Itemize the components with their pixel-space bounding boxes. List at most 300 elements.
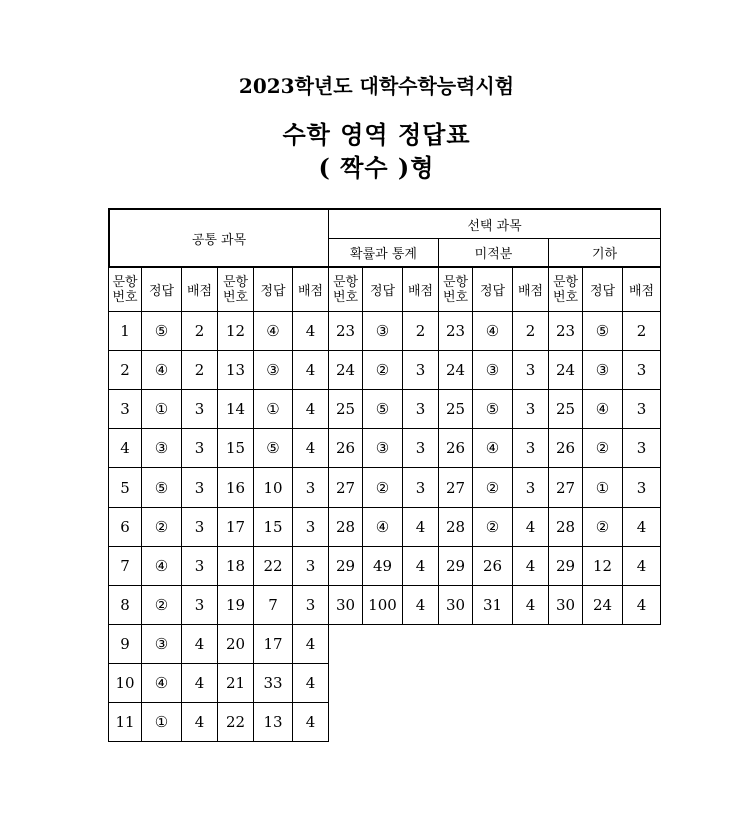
elective-row-5-col-4-text: 27 — [445, 478, 466, 497]
common-row-2-col-5-text: ③ — [266, 361, 280, 379]
elective-row-8-col-1 — [328, 585, 363, 625]
common-row-6-col-4-text: 17 — [225, 518, 246, 536]
common-row-4-col-3 — [181, 428, 218, 468]
common-row-9-col-2 — [141, 624, 182, 664]
col-answer-header-2-text: 정답 — [260, 284, 286, 299]
common-row-5-col-5 — [253, 467, 293, 508]
elective-row-8-col-2-text: 100 — [368, 596, 397, 614]
common-row-6-col-2-text: ② — [154, 518, 169, 536]
common-row-4-col-3-text: 3 — [194, 439, 205, 457]
subject-title: 수학 영역 정답표 — [282, 120, 471, 149]
common-row-5-col-3-text: 3 — [194, 478, 205, 497]
common-row-6-col-1 — [108, 507, 142, 547]
common-row-2-col-6 — [292, 350, 329, 390]
col-points-header-3 — [402, 267, 439, 312]
common-row-10-col-5 — [253, 663, 293, 703]
common-row-11-col-2 — [141, 702, 182, 742]
elective-row-3-col-8-text: ④ — [595, 400, 610, 418]
elective-row-8-col-4 — [438, 585, 473, 625]
col-number-header-1-line-2: 번호 — [112, 289, 138, 305]
col-number-header-4 — [438, 267, 473, 312]
col-number-header-2-line-1: 문항 — [222, 274, 249, 290]
elective-row-6-col-7-text: 28 — [555, 518, 576, 536]
col-number-header-5-line-1: 문항 — [552, 274, 579, 290]
col-answer-header-3 — [362, 267, 403, 312]
common-row-10-col-3-text: 4 — [194, 674, 205, 692]
common-row-11-col-1 — [108, 702, 142, 742]
common-row-10-col-3 — [181, 663, 218, 703]
common-row-6-col-5 — [253, 507, 293, 547]
col-points-header-5 — [622, 267, 661, 312]
elective-row-1-col-2 — [362, 311, 403, 351]
elective-row-4-col-8 — [582, 428, 623, 468]
col-number-header-2-line-2: 번호 — [222, 289, 249, 305]
elective-row-6-col-2-text: ④ — [375, 518, 390, 536]
elective-row-4-col-5 — [472, 428, 513, 468]
common-row-9-col-1-text: 9 — [120, 635, 130, 653]
common-row-5-col-6 — [292, 467, 329, 508]
common-row-8-col-3 — [181, 585, 218, 625]
common-row-3-col-5 — [253, 389, 293, 429]
elective-row-4-col-7 — [548, 428, 583, 468]
elective-row-3-col-4 — [438, 389, 473, 429]
common-row-4-col-2-text: ③ — [154, 439, 169, 457]
common-row-2-col-1 — [108, 350, 142, 390]
common-subject-header-text: 공통 과목 — [191, 232, 247, 248]
elective-row-6-col-1-text: 28 — [335, 518, 356, 536]
common-row-5-col-3 — [181, 467, 218, 508]
col-answer-header-4 — [472, 267, 513, 312]
common-row-9-col-5-text: 17 — [263, 635, 283, 653]
elective-subject-2-text: 미적분 — [474, 247, 513, 262]
elective-subject-3 — [548, 238, 661, 268]
common-row-4-col-2 — [141, 428, 182, 468]
elective-row-8-col-8 — [582, 585, 623, 625]
elective-row-8-col-6 — [512, 585, 549, 625]
common-row-4-col-1-text: 4 — [120, 439, 130, 457]
col-number-header-4-line-1: 문항 — [442, 274, 469, 290]
common-row-2-col-3-text: 2 — [194, 361, 205, 379]
elective-row-1-col-2-text: ③ — [375, 322, 390, 340]
elective-row-6-col-6-text: 4 — [525, 518, 536, 536]
elective-row-3-col-1 — [328, 389, 363, 429]
common-row-10-col-4 — [217, 663, 254, 703]
elective-row-8-col-5-text: 31 — [482, 596, 503, 614]
elective-row-5-col-2 — [362, 467, 403, 508]
common-row-5-col-4-text: 16 — [225, 478, 246, 497]
elective-row-2-col-6 — [512, 350, 549, 390]
elective-row-2-col-2-text: ② — [375, 361, 390, 379]
elective-row-5-col-2-text: ② — [375, 478, 390, 497]
common-row-3-col-6 — [292, 389, 329, 429]
elective-row-3-col-2-text: ⑤ — [375, 400, 390, 418]
common-row-9-col-5 — [253, 624, 293, 664]
elective-row-5-col-6 — [512, 467, 549, 508]
common-row-8-col-6 — [292, 585, 329, 625]
elective-row-4-col-4 — [438, 428, 473, 468]
common-row-9-col-3-text: 4 — [194, 635, 205, 653]
exam-title: 2023학년도 대학수학능력시험 — [238, 74, 515, 98]
common-row-5-col-6-text: 3 — [305, 478, 316, 497]
common-row-1-col-3-text: 2 — [194, 322, 205, 340]
common-row-8-col-4 — [217, 585, 254, 625]
common-row-1-col-4-text: 12 — [225, 322, 246, 340]
elective-row-6-col-2 — [362, 507, 403, 547]
common-row-11-col-6-text: 4 — [305, 713, 316, 731]
elective-row-8-col-3 — [402, 585, 439, 625]
common-row-10-col-1-text: 10 — [115, 674, 135, 692]
common-row-6-col-5-text: 15 — [263, 518, 283, 536]
common-row-1-col-3 — [181, 311, 218, 351]
common-row-10-col-6-text: 4 — [305, 674, 316, 692]
elective-row-2-col-7 — [548, 350, 583, 390]
elective-row-2-col-5-text: ③ — [485, 361, 500, 379]
elective-subject-2 — [438, 238, 549, 268]
common-row-10-col-5-text: 33 — [263, 674, 283, 692]
elective-row-3-col-5 — [472, 389, 513, 429]
common-row-2-col-4-text: 13 — [225, 361, 246, 379]
col-points-header-4-text: 배점 — [517, 284, 544, 299]
common-row-2-col-5 — [253, 350, 293, 390]
elective-subject-header — [328, 208, 661, 239]
common-row-2-col-2 — [141, 350, 182, 390]
elective-row-3-col-4-text: 25 — [445, 400, 466, 418]
elective-row-2-col-6-text: 3 — [525, 361, 536, 379]
elective-row-1-col-9 — [622, 311, 661, 351]
elective-row-1-col-8 — [582, 311, 623, 351]
col-answer-header-1 — [141, 267, 182, 312]
common-row-10-col-6 — [292, 663, 329, 703]
elective-row-7-col-1-text: 29 — [335, 557, 356, 575]
common-row-9-col-1 — [108, 624, 142, 664]
elective-subject-header-text: 선택 과목 — [467, 218, 522, 234]
common-row-5-col-1-text: 5 — [120, 478, 130, 497]
elective-row-5-col-7-text: 27 — [555, 478, 576, 497]
common-row-5-col-2 — [141, 467, 182, 508]
elective-row-8-col-6-text: 4 — [525, 596, 536, 614]
elective-row-1-col-7 — [548, 311, 583, 351]
common-row-5-col-4 — [217, 467, 254, 508]
elective-row-6-col-3-text: 4 — [415, 518, 426, 536]
common-row-11-col-4 — [217, 702, 254, 742]
elective-row-1-col-3-text: 2 — [415, 322, 426, 340]
elective-row-7-col-5 — [472, 546, 513, 586]
elective-row-7-col-6-text: 4 — [525, 557, 536, 575]
elective-row-6-col-8-text: ② — [595, 518, 610, 536]
common-row-4-col-6-text: 4 — [305, 439, 316, 457]
common-row-7-col-1 — [108, 546, 142, 586]
common-row-10-col-2 — [141, 663, 182, 703]
col-answer-header-3-text: 정답 — [369, 284, 396, 299]
common-row-6-col-3-text: 3 — [194, 518, 205, 536]
common-row-3-col-2-text: ① — [154, 400, 169, 418]
common-row-3-col-6-text: 4 — [305, 400, 316, 418]
elective-row-2-col-9-text: 3 — [636, 361, 647, 379]
common-row-9-col-6-text: 4 — [305, 635, 316, 653]
common-row-3-col-1 — [108, 389, 142, 429]
common-row-2-col-1-text: 2 — [120, 361, 130, 379]
elective-row-3-col-6 — [512, 389, 549, 429]
common-row-9-col-2-text: ③ — [154, 635, 169, 653]
elective-row-8-col-2 — [362, 585, 403, 625]
common-row-8-col-2-text: ② — [154, 596, 169, 614]
elective-row-8-col-5 — [472, 585, 513, 625]
common-row-2-col-3 — [181, 350, 218, 390]
common-row-3-col-4 — [217, 389, 254, 429]
elective-row-3-col-7 — [548, 389, 583, 429]
common-row-11-col-5-text: 13 — [263, 713, 283, 731]
common-row-1-col-6 — [292, 311, 329, 351]
common-row-11-col-3 — [181, 702, 218, 742]
elective-row-1-col-6-text: 2 — [525, 322, 536, 340]
elective-row-7-col-3 — [402, 546, 439, 586]
elective-row-6-col-7 — [548, 507, 583, 547]
common-row-7-col-5 — [253, 546, 293, 586]
common-row-2-col-6-text: 4 — [305, 361, 316, 379]
elective-row-2-col-1-text: 24 — [335, 361, 356, 379]
elective-row-1-col-8-text: ⑤ — [595, 322, 610, 340]
col-number-header-3 — [328, 267, 363, 312]
common-row-1-col-5-text: ④ — [266, 322, 280, 340]
elective-row-5-col-3 — [402, 467, 439, 508]
common-row-11-col-5 — [253, 702, 293, 742]
elective-row-8-col-9 — [622, 585, 661, 625]
elective-row-8-col-4-text: 30 — [445, 596, 466, 614]
common-row-3-col-5-text: ① — [266, 400, 280, 418]
elective-row-7-col-8-text: 12 — [592, 557, 613, 575]
elective-row-3-col-1-text: 25 — [335, 400, 356, 418]
elective-subject-3-text: 기하 — [591, 247, 618, 262]
elective-row-7-col-8 — [582, 546, 623, 586]
col-points-header-1 — [181, 267, 218, 312]
common-row-7-col-3 — [181, 546, 218, 586]
common-row-11-col-1-text: 11 — [115, 713, 135, 731]
elective-row-6-col-9-text: 4 — [636, 518, 647, 536]
col-points-header-5-text: 배점 — [628, 284, 655, 299]
elective-row-4-col-4-text: 26 — [445, 439, 466, 457]
elective-row-7-col-1 — [328, 546, 363, 586]
elective-row-4-col-9 — [622, 428, 661, 468]
common-row-6-col-4 — [217, 507, 254, 547]
elective-row-2-col-9 — [622, 350, 661, 390]
common-row-8-col-5-text: 7 — [268, 596, 278, 614]
common-row-9-col-4 — [217, 624, 254, 664]
elective-row-1-col-5-text: ④ — [485, 322, 500, 340]
elective-row-4-col-6-text: 3 — [525, 439, 536, 457]
common-row-9-col-6 — [292, 624, 329, 664]
elective-row-2-col-5 — [472, 350, 513, 390]
elective-row-3-col-8 — [582, 389, 623, 429]
common-row-8-col-4-text: 19 — [225, 596, 246, 614]
col-answer-header-5 — [582, 267, 623, 312]
elective-row-7-col-4-text: 29 — [445, 557, 466, 575]
elective-row-4-col-1-text: 26 — [335, 439, 356, 457]
col-points-header-3-text: 배점 — [407, 284, 434, 299]
elective-row-5-col-7 — [548, 467, 583, 508]
common-row-8-col-3-text: 3 — [194, 596, 205, 614]
elective-row-8-col-9-text: 4 — [636, 596, 647, 614]
col-points-header-1-text: 배점 — [186, 284, 213, 299]
common-row-3-col-3 — [181, 389, 218, 429]
col-number-header-3-line-1: 문항 — [332, 274, 359, 290]
elective-row-5-col-5-text: ② — [485, 478, 500, 497]
elective-row-4-col-3-text: 3 — [415, 439, 426, 457]
elective-row-1-col-6 — [512, 311, 549, 351]
elective-row-3-col-7-text: 25 — [555, 400, 576, 418]
common-row-7-col-2 — [141, 546, 182, 586]
common-row-6-col-6-text: 3 — [305, 518, 316, 536]
elective-row-4-col-1 — [328, 428, 363, 468]
col-number-header-1-line-1: 문항 — [112, 274, 138, 290]
elective-row-2-col-1 — [328, 350, 363, 390]
form-type: ( 짝수 )형 — [318, 153, 435, 182]
elective-row-7-col-7 — [548, 546, 583, 586]
common-row-2-col-4 — [217, 350, 254, 390]
elective-row-4-col-7-text: 26 — [555, 439, 576, 457]
elective-row-1-col-1-text: 23 — [335, 322, 356, 340]
common-row-4-col-1 — [108, 428, 142, 468]
common-row-1-col-2 — [141, 311, 182, 351]
elective-row-3-col-5-text: ⑤ — [485, 400, 500, 418]
elective-row-8-col-8-text: 24 — [592, 596, 613, 614]
common-row-9-col-4-text: 20 — [225, 635, 246, 653]
elective-row-1-col-4 — [438, 311, 473, 351]
common-row-10-col-4-text: 21 — [225, 674, 246, 692]
elective-row-7-col-2-text: 49 — [372, 557, 393, 575]
elective-row-6-col-8 — [582, 507, 623, 547]
common-row-3-col-3-text: 3 — [194, 400, 205, 418]
common-row-7-col-2-text: ④ — [154, 557, 169, 575]
common-row-5-col-1 — [108, 467, 142, 508]
common-row-10-col-2-text: ④ — [154, 674, 169, 692]
elective-row-4-col-6 — [512, 428, 549, 468]
elective-row-3-col-9-text: 3 — [636, 400, 647, 418]
common-row-1-col-1-text: 1 — [120, 322, 130, 340]
common-row-3-col-2 — [141, 389, 182, 429]
elective-row-1-col-4-text: 23 — [445, 322, 466, 340]
common-row-1-col-1 — [108, 311, 142, 351]
elective-row-8-col-1-text: 30 — [335, 596, 356, 614]
elective-row-5-col-3-text: 3 — [415, 478, 426, 497]
elective-row-7-col-4 — [438, 546, 473, 586]
elective-row-7-col-3-text: 4 — [415, 557, 426, 575]
common-row-4-col-4-text: 15 — [225, 439, 246, 457]
common-row-6-col-1-text: 6 — [120, 518, 130, 536]
common-row-7-col-6 — [292, 546, 329, 586]
elective-row-2-col-4-text: 24 — [445, 361, 466, 379]
elective-row-3-col-6-text: 3 — [525, 400, 536, 418]
elective-row-1-col-7-text: 23 — [555, 322, 576, 340]
common-row-1-col-5 — [253, 311, 293, 351]
elective-row-5-col-8-text: ① — [595, 478, 610, 497]
elective-row-1-col-5 — [472, 311, 513, 351]
elective-row-6-col-3 — [402, 507, 439, 547]
elective-subject-1-text: 확률과 통계 — [350, 247, 417, 262]
common-row-6-col-3 — [181, 507, 218, 547]
common-row-2-col-2-text: ④ — [154, 361, 169, 379]
col-number-header-4-line-2: 번호 — [442, 289, 469, 305]
elective-row-3-col-3 — [402, 389, 439, 429]
elective-subject-1 — [328, 238, 439, 268]
common-row-7-col-6-text: 3 — [305, 557, 316, 575]
elective-row-5-col-1 — [328, 467, 363, 508]
elective-row-6-col-6 — [512, 507, 549, 547]
elective-row-2-col-2 — [362, 350, 403, 390]
elective-row-3-col-9 — [622, 389, 661, 429]
common-row-4-col-5 — [253, 428, 293, 468]
common-row-3-col-4-text: 14 — [225, 400, 246, 418]
common-row-1-col-6-text: 4 — [305, 322, 316, 340]
common-row-1-col-4 — [217, 311, 254, 351]
elective-row-4-col-5-text: ④ — [485, 439, 500, 457]
col-number-header-3-line-2: 번호 — [332, 289, 359, 305]
col-number-header-5 — [548, 267, 583, 312]
elective-row-8-col-7-text: 30 — [555, 596, 576, 614]
common-row-8-col-6-text: 3 — [305, 596, 316, 614]
elective-row-2-col-3 — [402, 350, 439, 390]
common-row-7-col-1-text: 7 — [120, 557, 130, 575]
elective-row-3-col-2 — [362, 389, 403, 429]
elective-row-8-col-3-text: 4 — [415, 596, 426, 614]
common-row-6-col-6 — [292, 507, 329, 547]
common-row-8-col-5 — [253, 585, 293, 625]
common-row-7-col-3-text: 3 — [194, 557, 205, 575]
elective-row-5-col-9-text: 3 — [636, 478, 647, 497]
elective-row-5-col-4 — [438, 467, 473, 508]
col-points-header-4 — [512, 267, 549, 312]
common-row-11-col-2-text: ① — [154, 713, 169, 731]
common-row-4-col-4 — [217, 428, 254, 468]
common-row-4-col-6 — [292, 428, 329, 468]
common-row-8-col-1 — [108, 585, 142, 625]
elective-row-1-col-3 — [402, 311, 439, 351]
col-answer-header-4-text: 정답 — [479, 284, 506, 299]
col-answer-header-5-text: 정답 — [589, 284, 616, 299]
elective-row-7-col-2 — [362, 546, 403, 586]
common-row-10-col-1 — [108, 663, 142, 703]
col-points-header-2-text: 배점 — [297, 284, 324, 299]
common-row-8-col-1-text: 8 — [120, 596, 130, 614]
common-row-5-col-2-text: ⑤ — [154, 478, 169, 497]
common-row-11-col-3-text: 4 — [194, 713, 205, 731]
common-subject-header — [108, 208, 329, 268]
elective-row-3-col-3-text: 3 — [415, 400, 426, 418]
common-row-5-col-5-text: 10 — [263, 478, 283, 497]
common-row-4-col-5-text: ⑤ — [266, 439, 280, 457]
elective-row-5-col-5 — [472, 467, 513, 508]
elective-row-1-col-1 — [328, 311, 363, 351]
col-number-header-1 — [108, 267, 142, 312]
elective-row-6-col-1 — [328, 507, 363, 547]
col-points-header-2 — [292, 267, 329, 312]
elective-row-2-col-7-text: 24 — [555, 361, 576, 379]
common-row-11-col-6 — [292, 702, 329, 742]
col-answer-header-2 — [253, 267, 293, 312]
elective-row-4-col-3 — [402, 428, 439, 468]
common-row-7-col-4 — [217, 546, 254, 586]
elective-row-4-col-2 — [362, 428, 403, 468]
common-row-8-col-2 — [141, 585, 182, 625]
elective-row-7-col-6 — [512, 546, 549, 586]
elective-row-6-col-5 — [472, 507, 513, 547]
elective-row-6-col-4-text: 28 — [445, 518, 466, 536]
elective-row-2-col-4 — [438, 350, 473, 390]
elective-row-5-col-6-text: 3 — [525, 478, 536, 497]
col-number-header-5-line-2: 번호 — [552, 289, 579, 305]
elective-row-2-col-3-text: 3 — [415, 361, 426, 379]
elective-row-6-col-5-text: ② — [485, 518, 500, 536]
common-row-3-col-1-text: 3 — [120, 400, 130, 418]
